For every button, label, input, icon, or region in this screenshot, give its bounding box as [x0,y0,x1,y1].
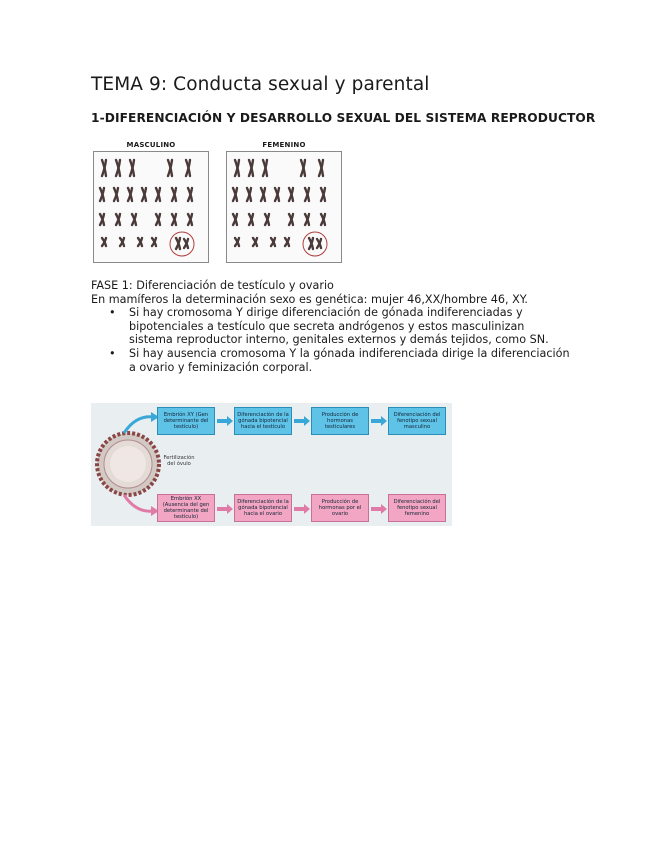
chromosome-icon [319,160,323,176]
female-karyotype-image [226,151,342,263]
chromosome-icon [235,238,239,246]
box-xx-embryo: Embrión XX (Ausencia del gen determinante del testículo) [157,494,215,522]
chromosome-icon [249,160,253,176]
chromosome-icon [249,214,253,225]
ovum-icon [97,433,159,495]
arrow-to-xy-icon [124,417,153,433]
chromosome-icon [253,238,257,246]
chromosome-icon [100,214,104,225]
sex-chromosome-highlight-icon [170,232,194,256]
chromosome-icon [168,160,172,176]
female-karyotype-figure [226,141,342,263]
sex-chromosome-highlight-icon [303,232,327,256]
chromosome-icon [321,188,325,201]
male-karyotype-figure [93,141,209,263]
bullet-icon: • [109,306,116,320]
chromosome-icon [305,188,309,201]
male-chromosome-set [94,152,208,262]
chromosome-icon [247,188,251,201]
box-ovarian-hormones: Producción de hormonas por el ovario [311,494,369,522]
chromosome-icon [233,188,237,201]
box-ovary-differentiation: Diferenciación de la gónada bipotencial hacia el ovario [234,494,292,522]
box-female-phenotype: Diferenciación del fenotipo sexual femenino [388,494,446,522]
chromosome-icon [100,188,104,201]
chromosome-icon [156,188,160,201]
chromosome-icon [116,214,120,225]
chromosome-icon [301,160,305,176]
section-heading: 1-DIFERENCIACIÓN Y DESARROLLO SEXUAL DEL SISTEMA REPRODUCTOR [91,111,596,125]
list-item [109,346,571,374]
female-karyotype-label: FEMENINO [262,141,306,149]
chromosome-icon [138,238,142,246]
chromosome-icon [130,160,134,176]
female-chromosome-set [227,152,341,262]
box-xy-embryo: Embrión XY (Gen determinante del testículo) [157,407,215,435]
box-male-phenotype: Diferenciación del fenotipo sexual masculino [388,407,446,435]
chromosome-icon [142,188,146,201]
intro-paragraph: En mamíferos la determinación sexo es genética: mujer 46,XX/hombre 46, XY. [91,292,528,306]
chromosome-icon [233,214,237,225]
chromosome-icon [305,214,309,225]
arrow-to-xx-icon [124,495,153,511]
chromosome-icon [289,188,293,201]
chromosome-icon [116,160,120,176]
male-karyotype-label: MASCULINO [126,141,176,149]
sex-differentiation-diagram [91,403,452,526]
chromosome-icon [309,238,313,249]
chromosome-icon [120,238,124,246]
box-testis-differentiation: Diferenciación de la gónada bipotencial hacia el testículo [234,407,292,435]
chromosome-icon [184,239,188,248]
list-item-text: Si hay cromosoma Y dirige diferenciación de gónada indiferenciadas y bipotenciales a testículo que secreta andrógenos y estos masculinizan sistema reproductor interno, genitales externos y demás tejidos, como SN. [129,306,549,347]
chromosome-icon [188,188,192,201]
bullet-icon: • [109,346,116,360]
chromosome-icon [265,214,269,225]
chromosome-icon [172,188,176,201]
chromosome-icon [271,238,275,246]
chromosome-icon [285,238,289,246]
chromosome-icon [152,238,156,246]
document-title: TEMA 9: Conducta sexual y parental [91,74,430,95]
list-item [109,306,571,347]
chromosome-icon [321,214,325,225]
chromosome-icon [156,214,160,225]
chromosome-icon [132,214,136,225]
chromosome-icon [114,188,118,201]
chromosome-icon [128,188,132,201]
chromosome-icon [289,214,293,225]
chromosome-icon [263,160,267,176]
list-item-text: Si hay ausencia cromosoma Y la gónada indiferenciada dirige la diferenciación a ovario y feminización corporal. [129,346,570,374]
chromosome-icon [235,160,239,176]
male-karyotype-image [93,151,209,263]
chromosome-icon [188,214,192,225]
chromosome-icon [172,214,176,225]
chromosome-icon [102,160,106,176]
chromosome-icon [186,160,190,176]
chromosome-icon [102,238,106,246]
phase-title: FASE 1: Diferenciación de testículo y ovario [91,279,334,292]
chromosome-icon [275,188,279,201]
body-text [91,279,571,374]
chromosome-icon [261,188,265,201]
fertilization-label: Fertilización del óvulo [163,455,195,467]
chromosome-icon [176,238,180,249]
box-testicular-hormones: Producción de hormonas testiculares [311,407,369,435]
bullet-list [91,306,571,374]
chromosome-icon [317,239,321,248]
